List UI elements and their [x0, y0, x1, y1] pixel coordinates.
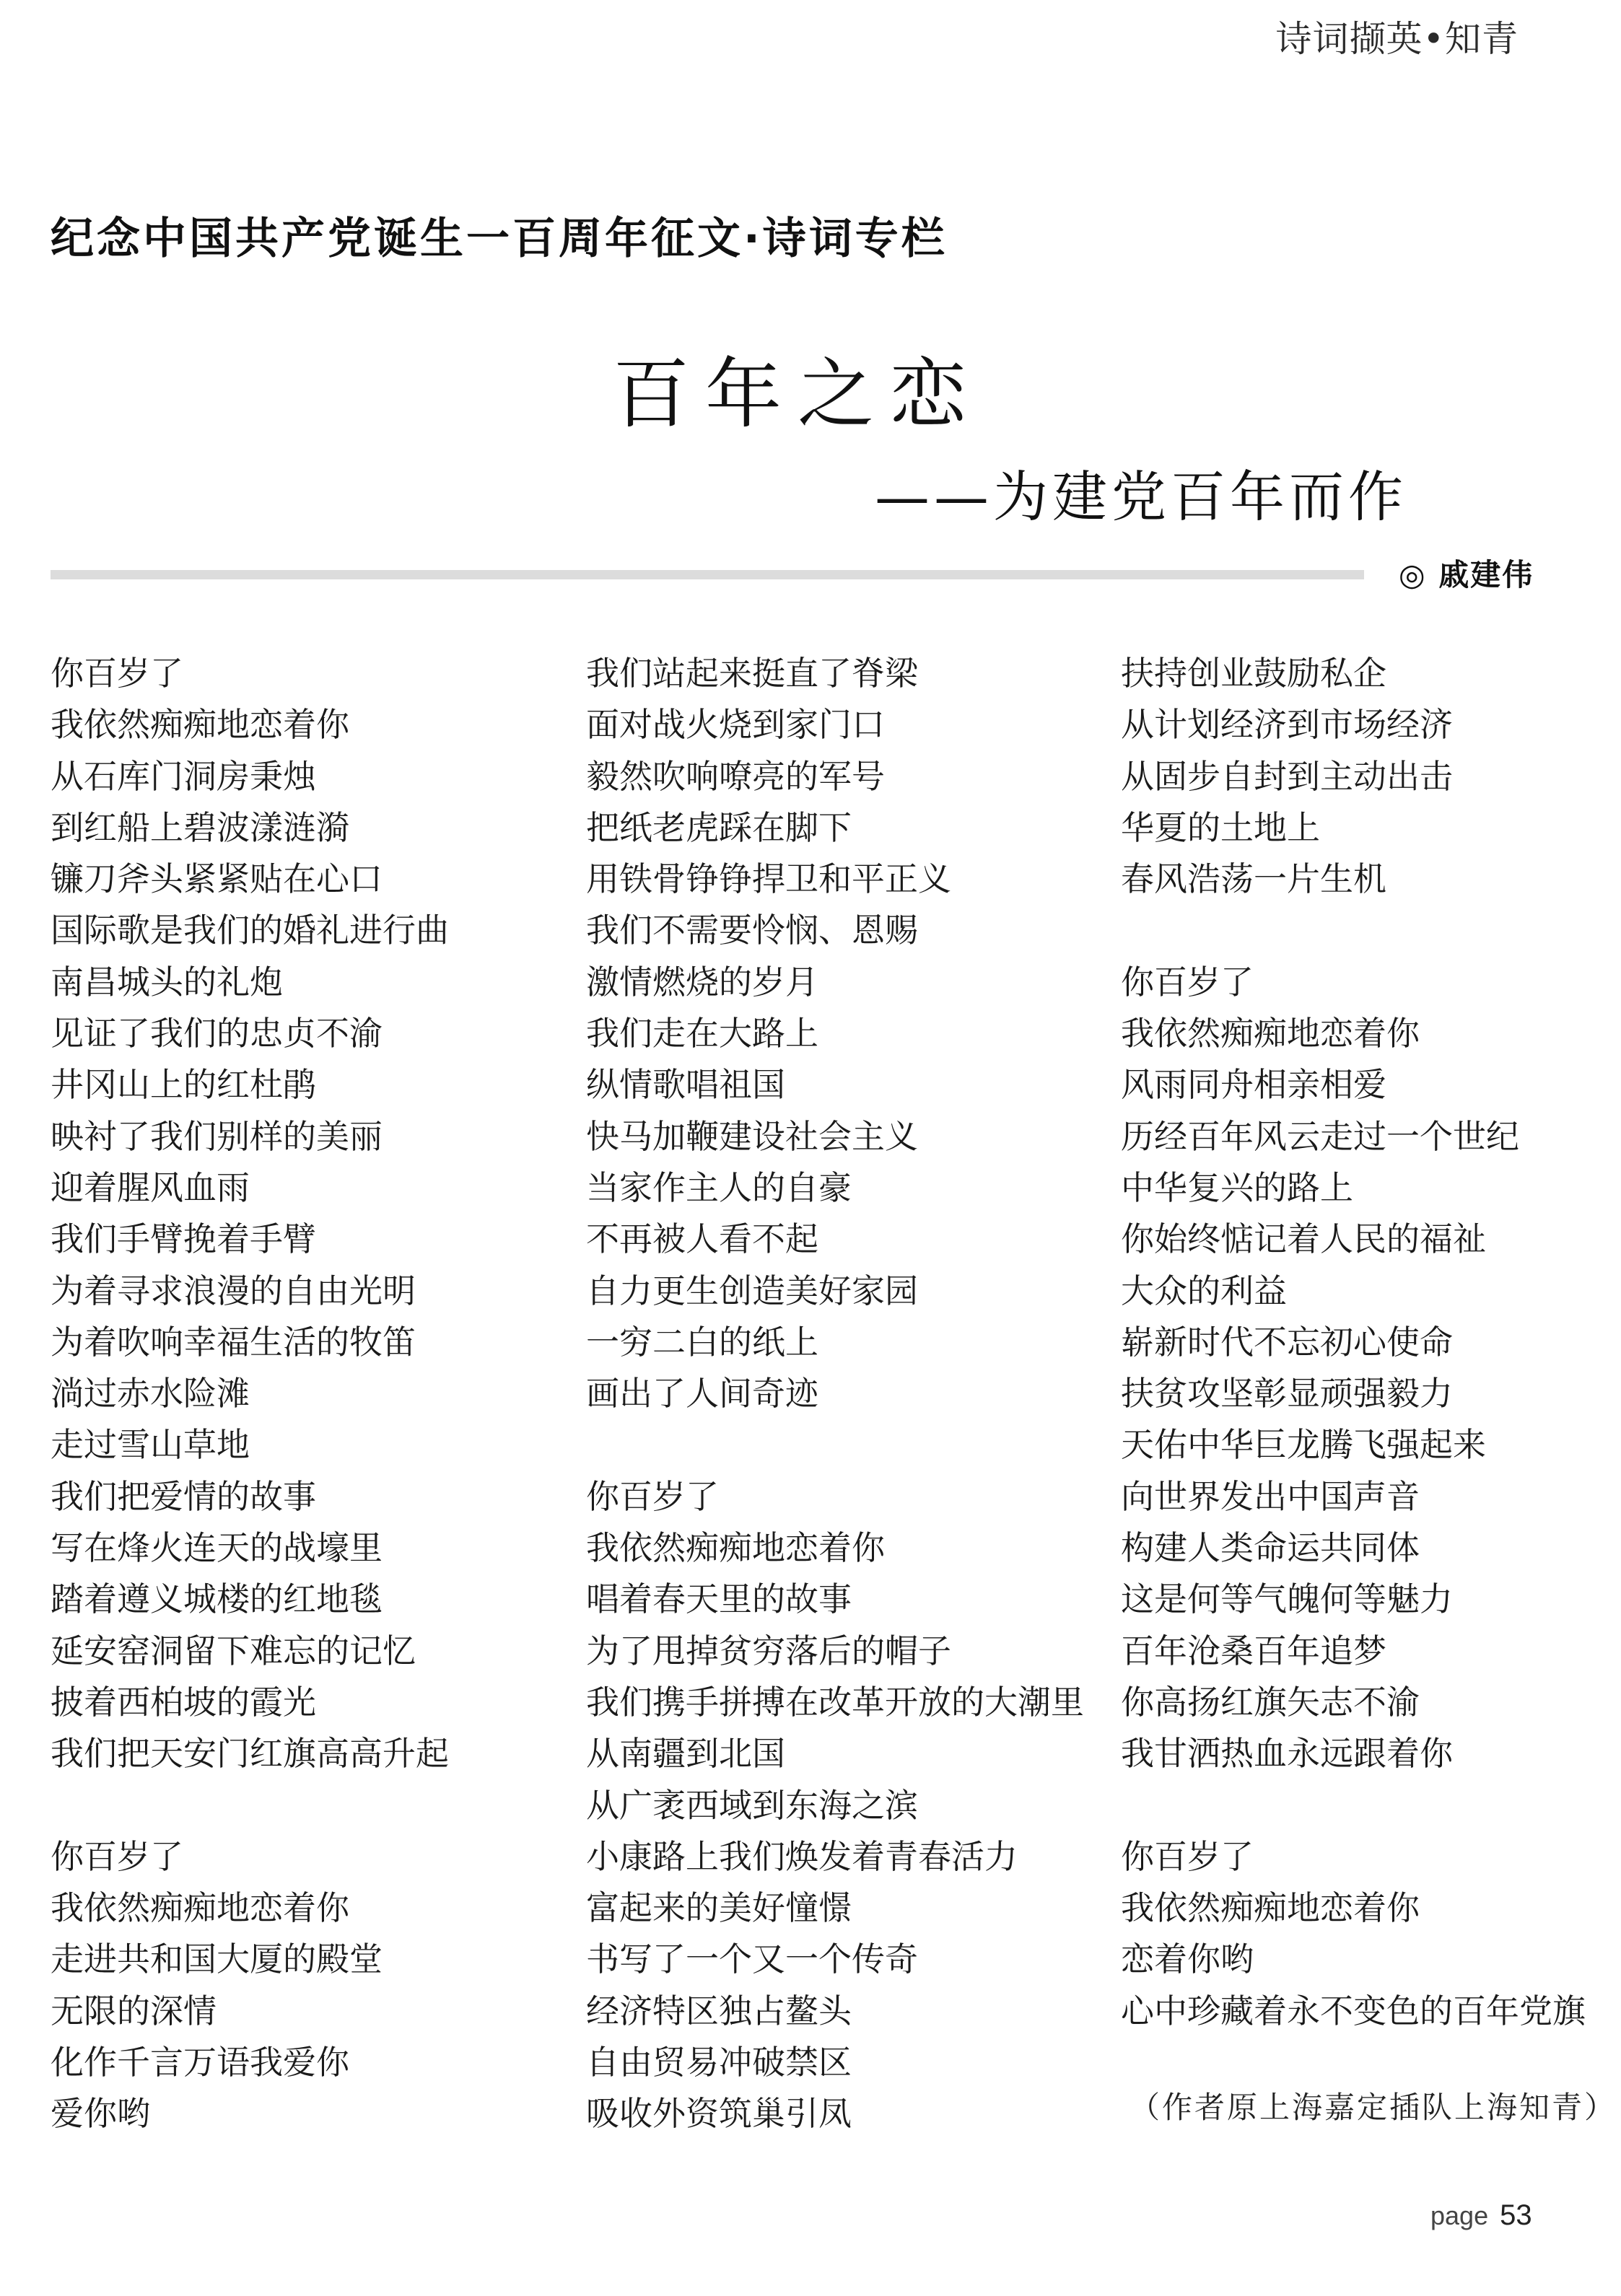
- poem-line: 大众的利益: [1121, 1271, 1287, 1310]
- poem-line: 爱你哟: [51, 2094, 150, 2134]
- poem-line: 走过雪山草地: [51, 1425, 250, 1465]
- poem-line: 我依然痴痴地恋着你: [51, 1888, 349, 1928]
- poem-column-2: [586, 648, 1084, 2140]
- poem-line: [1121, 1780, 1586, 1831]
- poem-line: 面对战火烧到家门口: [586, 705, 885, 745]
- poem-line: 淌过赤水险滩: [51, 1374, 250, 1414]
- poem-line: 小康路上我们焕发着青春活力: [586, 1836, 1018, 1876]
- poem-column-3: [1121, 648, 1586, 2037]
- poem-line: 为着吹响幸福生活的牧笛: [51, 1322, 416, 1362]
- poem-line: 披着西柏坡的霞光: [51, 1682, 316, 1722]
- poem-line: 从固步自封到主动出击: [1121, 756, 1453, 796]
- poem-line: 我们不需要怜悯、恩赐: [586, 911, 918, 950]
- poem-line: 踏着遵义城楼的红地毯: [51, 1579, 383, 1619]
- poem-line: 扶持创业鼓励私企: [1121, 654, 1386, 693]
- poem-line: 国际歌是我们的婚礼进行曲: [51, 911, 449, 950]
- poem-line: 用铁骨铮铮捍卫和平正义: [586, 859, 951, 899]
- poem-line: 心中珍藏着永不变色的百年党旗: [1121, 1991, 1586, 2030]
- title-divider: [51, 570, 1364, 579]
- poem-line: 迎着腥风血雨: [51, 1167, 250, 1207]
- poem-line: 化作千言万语我爱你: [51, 2043, 349, 2082]
- poem-line: 唱着春天里的故事: [586, 1579, 852, 1619]
- poem-line: 见证了我们的忠贞不渝: [51, 1014, 383, 1053]
- poem-line: 你高扬红旗矢志不渝: [1121, 1682, 1420, 1722]
- poem-line: 自由贸易冲破禁区: [586, 2043, 852, 2082]
- poem-column-1: [51, 648, 449, 2140]
- poem-line: 不再被人看不起: [586, 1219, 818, 1259]
- poem-line: 春风浩荡一片生机: [1121, 859, 1386, 899]
- poem-line: 你百岁了: [51, 1836, 183, 1876]
- poem-line: 我们把爱情的故事: [51, 1476, 316, 1516]
- poem-line: 你百岁了: [51, 654, 183, 693]
- author-byline: ◎ 戚建伟: [1399, 557, 1534, 592]
- poem-line: 从南疆到北国: [586, 1734, 785, 1774]
- poem-line: 中华复兴的路上: [1121, 1167, 1353, 1207]
- poem-line: 向世界发出中国声音: [1121, 1476, 1420, 1516]
- poem-subtitle: ——为建党百年而作: [875, 465, 1407, 529]
- page-footer: [1430, 2199, 1532, 2232]
- column-heading: 纪念中国共产党诞生一百周年征文·诗词专栏: [51, 214, 948, 264]
- poem-line: 写在烽火连天的战壕里: [51, 1528, 383, 1568]
- poem-line: 我们手臂挽着手臂: [51, 1219, 316, 1259]
- poem-line: [51, 1780, 449, 1831]
- poem-line: 激情燃烧的岁月: [586, 962, 818, 1002]
- poem-line: 镰刀斧头紧紧贴在心口: [51, 859, 383, 899]
- poem-line: 构建人类命运共同体: [1121, 1528, 1420, 1568]
- poem-line: 我依然痴痴地恋着你: [586, 1528, 885, 1568]
- poem-line: 恋着你哟: [1121, 1940, 1254, 1979]
- poem-line: 你始终惦记着人民的福祉: [1121, 1219, 1486, 1259]
- poem-line: 毅然吹响嘹亮的军号: [586, 756, 885, 796]
- poem-line: 这是何等气魄何等魅力: [1121, 1579, 1453, 1619]
- poem-line: 我依然痴痴地恋着你: [1121, 1014, 1420, 1053]
- poem-line: 华夏的土地上: [1121, 807, 1320, 847]
- poem-line: 把纸老虎踩在脚下: [586, 807, 852, 847]
- poem-line: 扶贫攻坚彰显顽强毅力: [1121, 1374, 1453, 1414]
- poem-title: 百年之恋: [613, 350, 982, 439]
- poem-line: [586, 1419, 1084, 1471]
- poem-line: 为着寻求浪漫的自由光明: [51, 1271, 416, 1310]
- poem-line: 井冈山上的红杜鹃: [51, 1065, 316, 1105]
- poem-line: 你百岁了: [586, 1476, 719, 1516]
- poem-line: 百年沧桑百年追梦: [1121, 1631, 1386, 1670]
- running-head: 诗词撷英•知青: [1275, 18, 1519, 60]
- page-number: 53: [1500, 2199, 1532, 2231]
- poem-line: 从石库门洞房秉烛: [51, 756, 316, 796]
- poem-line: [1121, 905, 1586, 956]
- poem-line: 我甘洒热血永远跟着你: [1121, 1734, 1453, 1774]
- poem-line: 我依然痴痴地恋着你: [51, 705, 349, 745]
- poem-line: 富起来的美好憧憬: [586, 1888, 852, 1928]
- poem-line: 你百岁了: [1121, 962, 1254, 1002]
- poem-line: 纵情歌唱祖国: [586, 1065, 785, 1105]
- poem-line: 为了甩掉贫穷落后的帽子: [586, 1631, 951, 1670]
- poem-line: 从计划经济到市场经济: [1121, 705, 1453, 745]
- poem-line: 南昌城头的礼炮: [51, 962, 283, 1002]
- poem-line: 崭新时代不忘初心使命: [1121, 1322, 1453, 1362]
- poem-line: 我们把天安门红旗高高升起: [51, 1734, 449, 1774]
- poem-line: 我们走在大路上: [586, 1014, 818, 1053]
- poem-line: 无限的深情: [51, 1991, 217, 2030]
- poem-line: 历经百年风云走过一个世纪: [1121, 1116, 1519, 1156]
- poem-line: 一穷二白的纸上: [586, 1322, 818, 1362]
- page-label: page: [1430, 2201, 1489, 2230]
- poem-line: 我们站起来挺直了脊梁: [586, 654, 918, 693]
- poem-line: 画出了人间奇迹: [586, 1374, 818, 1414]
- poem-line: 我们携手拼搏在改革开放的大潮里: [586, 1682, 1084, 1722]
- poem-line: 天佑中华巨龙腾飞强起来: [1121, 1425, 1486, 1465]
- poem-line: 你百岁了: [1121, 1836, 1254, 1876]
- poem-line: 延安窑洞留下难忘的记忆: [51, 1631, 416, 1670]
- poem-line: 我依然痴痴地恋着你: [1121, 1888, 1420, 1928]
- poem-line: 自力更生创造美好家园: [586, 1271, 918, 1310]
- poem-line: 快马加鞭建设社会主义: [586, 1116, 918, 1156]
- poem-line: 经济特区独占鳌头: [586, 1991, 852, 2030]
- poem-line: 吸收外资筑巢引凤: [586, 2094, 852, 2134]
- poem-line: 从广袤西域到东海之滨: [586, 1785, 918, 1825]
- poem-line: 映衬了我们别样的美丽: [51, 1116, 383, 1156]
- author-note: （作者原上海嘉定插队上海知青）: [1130, 2090, 1617, 2125]
- poem-line: 当家作主人的自豪: [586, 1167, 852, 1207]
- poem-line: 走进共和国大厦的殿堂: [51, 1940, 383, 1979]
- poem-line: 风雨同舟相亲相爱: [1121, 1065, 1386, 1105]
- poem-line: 书写了一个又一个传奇: [586, 1940, 918, 1979]
- poem-line: 到红船上碧波漾涟漪: [51, 807, 349, 847]
